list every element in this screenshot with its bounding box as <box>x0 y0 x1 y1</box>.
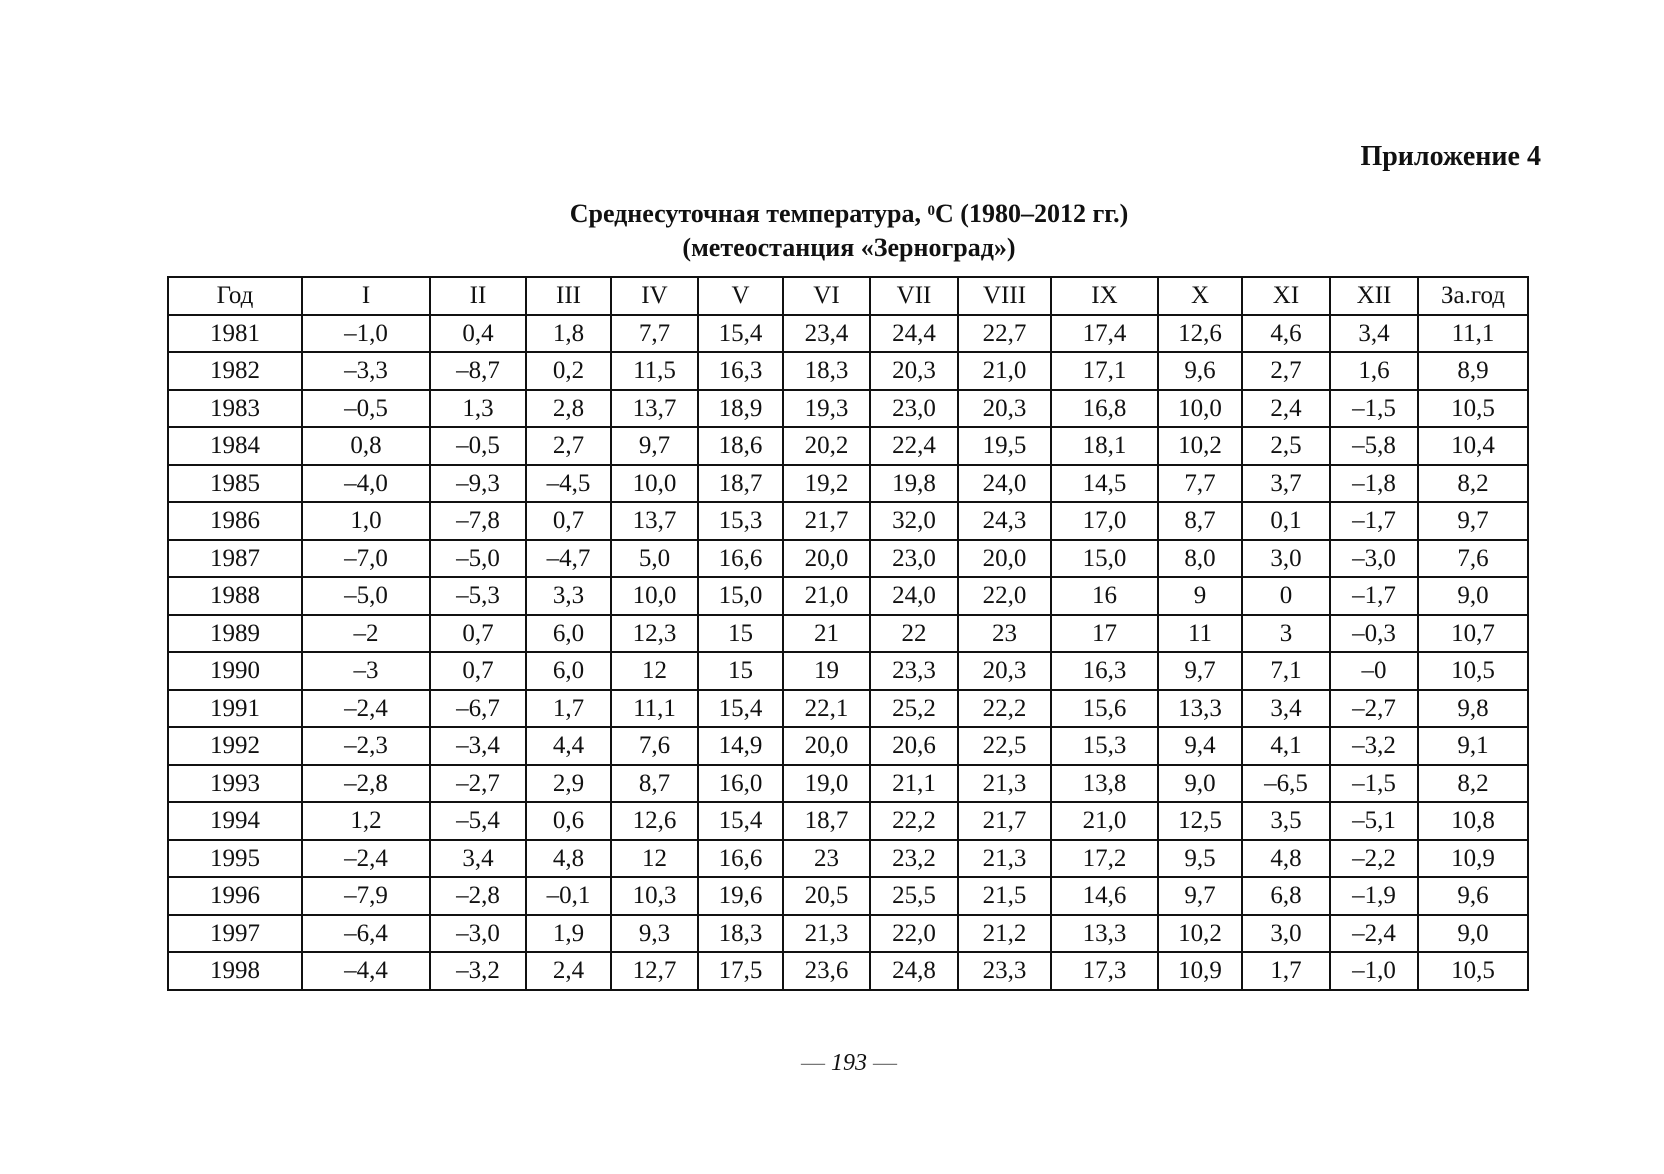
temperature-cell: 9,7 <box>611 427 698 465</box>
temperature-cell: 19,0 <box>783 765 870 803</box>
temperature-cell: –6,7 <box>430 690 526 728</box>
temperature-cell: –0 <box>1330 652 1418 690</box>
temperature-cell: 23,6 <box>783 952 870 990</box>
temperature-cell: 18,3 <box>783 352 870 390</box>
column-header: VI <box>783 277 870 315</box>
temperature-cell: 16,0 <box>698 765 783 803</box>
temperature-cell: 9 <box>1158 577 1242 615</box>
temperature-cell: 21,0 <box>783 577 870 615</box>
temperature-cell: 11,5 <box>611 352 698 390</box>
temperature-cell: 8,7 <box>1158 502 1242 540</box>
column-header: VIII <box>958 277 1051 315</box>
temperature-cell: 22,5 <box>958 727 1051 765</box>
temperature-cell: 21,0 <box>958 352 1051 390</box>
temperature-cell: 7,7 <box>1158 465 1242 503</box>
temperature-cell: 13,3 <box>1158 690 1242 728</box>
temperature-cell: 19,3 <box>783 390 870 428</box>
temperature-cell: 19 <box>783 652 870 690</box>
temperature-cell: –3,0 <box>430 915 526 953</box>
temperature-cell: 21,3 <box>958 840 1051 878</box>
temperature-cell: 3,0 <box>1242 540 1330 578</box>
temperature-cell: 20,0 <box>783 540 870 578</box>
temperature-cell: –5,8 <box>1330 427 1418 465</box>
page-number-footer <box>0 1050 1664 1077</box>
temperature-cell: 1,6 <box>1330 352 1418 390</box>
temperature-cell: 16,3 <box>1051 652 1158 690</box>
temperature-cell: –7,0 <box>302 540 430 578</box>
temperature-cell: 24,8 <box>870 952 958 990</box>
temperature-cell: –2,2 <box>1330 840 1418 878</box>
temperature-cell: 22,7 <box>958 315 1051 353</box>
temperature-cell: 22,4 <box>870 427 958 465</box>
temperature-cell: 12,7 <box>611 952 698 990</box>
temperature-cell: 9,7 <box>1418 502 1528 540</box>
temperature-cell: –3,3 <box>302 352 430 390</box>
header-row <box>168 277 1528 315</box>
temperature-cell: 9,8 <box>1418 690 1528 728</box>
temperature-cell: 2,4 <box>526 952 611 990</box>
temperature-cell: 7,1 <box>1242 652 1330 690</box>
temperature-cell: –1,7 <box>1330 502 1418 540</box>
temperature-cell: 12,6 <box>611 802 698 840</box>
temperature-cell: 10,9 <box>1418 840 1528 878</box>
temperature-cell: 20,3 <box>958 390 1051 428</box>
temperature-cell: 24,3 <box>958 502 1051 540</box>
temperature-cell: –2,4 <box>302 840 430 878</box>
column-header: За.год <box>1418 277 1528 315</box>
table-row <box>168 652 1528 690</box>
table-row <box>168 502 1528 540</box>
column-header: II <box>430 277 526 315</box>
temperature-cell: 2,9 <box>526 765 611 803</box>
temperature-cell: 3,4 <box>430 840 526 878</box>
temperature-cell: 20,2 <box>783 427 870 465</box>
temperature-cell: 21,1 <box>870 765 958 803</box>
temperature-cell: 9,5 <box>1158 840 1242 878</box>
temperature-cell: 19,5 <box>958 427 1051 465</box>
temperature-cell: –3,0 <box>1330 540 1418 578</box>
temperature-cell: –1,8 <box>1330 465 1418 503</box>
temperature-cell: –1,5 <box>1330 765 1418 803</box>
temperature-cell: 3,4 <box>1242 690 1330 728</box>
temperature-cell: –7,9 <box>302 877 430 915</box>
temperature-cell: –5,0 <box>302 577 430 615</box>
temperature-cell: 15,4 <box>698 690 783 728</box>
temperature-cell: 19,8 <box>870 465 958 503</box>
temperature-cell: 13,7 <box>611 390 698 428</box>
table-row <box>168 802 1528 840</box>
temperature-cell: 15,4 <box>698 315 783 353</box>
temperature-cell: –3,2 <box>430 952 526 990</box>
page-number-dash-right: — <box>873 1050 897 1076</box>
temperature-cell: –8,7 <box>430 352 526 390</box>
temperature-cell: 0,8 <box>302 427 430 465</box>
temperature-cell: 8,9 <box>1418 352 1528 390</box>
temperature-cell: 22,2 <box>958 690 1051 728</box>
temperature-cell: –5,3 <box>430 577 526 615</box>
table-row <box>168 615 1528 653</box>
temperature-cell: 9,0 <box>1158 765 1242 803</box>
temperature-cell: 25,2 <box>870 690 958 728</box>
temperature-cell: 10,7 <box>1418 615 1528 653</box>
temperature-cell: 12,6 <box>1158 315 1242 353</box>
appendix-label: Приложение 4 <box>1360 141 1541 172</box>
temperature-cell: 0,7 <box>526 502 611 540</box>
temperature-cell: 15 <box>698 652 783 690</box>
temperature-cell: 14,9 <box>698 727 783 765</box>
temperature-cell: 1,7 <box>526 690 611 728</box>
temperature-cell: 1,9 <box>526 915 611 953</box>
temperature-cell: 21 <box>783 615 870 653</box>
temperature-cell: 15 <box>698 615 783 653</box>
temperature-cell: 21,0 <box>1051 802 1158 840</box>
temperature-cell: 9,7 <box>1158 652 1242 690</box>
temperature-cell: –1,0 <box>302 315 430 353</box>
temperature-cell: 15,4 <box>698 802 783 840</box>
temperature-cell: 3,0 <box>1242 915 1330 953</box>
temperature-cell: 15,0 <box>1051 540 1158 578</box>
temperature-cell: 9,6 <box>1158 352 1242 390</box>
temperature-cell: 4,8 <box>1242 840 1330 878</box>
table-row <box>168 465 1528 503</box>
temperature-cell: 10,3 <box>611 877 698 915</box>
temperature-cell: 10,0 <box>611 577 698 615</box>
temperature-cell: 23,3 <box>870 652 958 690</box>
year-cell: 1990 <box>168 652 302 690</box>
temperature-cell: 3 <box>1242 615 1330 653</box>
temperature-cell: –0,5 <box>302 390 430 428</box>
temperature-cell: 10,4 <box>1418 427 1528 465</box>
year-cell: 1987 <box>168 540 302 578</box>
temperature-cell: –5,0 <box>430 540 526 578</box>
temperature-cell: 0,7 <box>430 652 526 690</box>
degree-superscript: 0 <box>927 203 936 219</box>
temperature-cell: 22,2 <box>870 802 958 840</box>
year-cell: 1994 <box>168 802 302 840</box>
temperature-cell: 1,8 <box>526 315 611 353</box>
table-row <box>168 352 1528 390</box>
temperature-cell: 3,3 <box>526 577 611 615</box>
temperature-cell: 18,3 <box>698 915 783 953</box>
temperature-cell: 1,0 <box>302 502 430 540</box>
temperature-cell: 9,3 <box>611 915 698 953</box>
temperature-cell: 4,6 <box>1242 315 1330 353</box>
temperature-cell: 10,0 <box>1158 390 1242 428</box>
temperature-cell: 13,8 <box>1051 765 1158 803</box>
temperature-cell: 3,5 <box>1242 802 1330 840</box>
temperature-cell: 21,3 <box>783 915 870 953</box>
column-header: XI <box>1242 277 1330 315</box>
temperature-cell: –4,0 <box>302 465 430 503</box>
temperature-cell: 4,4 <box>526 727 611 765</box>
temperature-cell: –2,8 <box>302 765 430 803</box>
temperature-cell: 13,3 <box>1051 915 1158 953</box>
temperature-cell: 11 <box>1158 615 1242 653</box>
temperature-cell: 15,3 <box>1051 727 1158 765</box>
table-row <box>168 390 1528 428</box>
temperature-cell: 6,8 <box>1242 877 1330 915</box>
temperature-cell: 12 <box>611 840 698 878</box>
temperature-cell: 20,0 <box>783 727 870 765</box>
temperature-cell: 18,1 <box>1051 427 1158 465</box>
year-cell: 1982 <box>168 352 302 390</box>
temperature-cell: 2,4 <box>1242 390 1330 428</box>
temperature-cell: 10,2 <box>1158 915 1242 953</box>
year-cell: 1992 <box>168 727 302 765</box>
table-title-line-1 <box>0 198 1664 230</box>
temperature-cell: 20,5 <box>783 877 870 915</box>
temperature-cell: 23 <box>958 615 1051 653</box>
temperature-cell: 10,9 <box>1158 952 1242 990</box>
column-header: VII <box>870 277 958 315</box>
temperature-cell: 9,0 <box>1418 915 1528 953</box>
temperature-cell: 9,7 <box>1158 877 1242 915</box>
temperature-cell: 32,0 <box>870 502 958 540</box>
temperature-cell: 10,0 <box>611 465 698 503</box>
year-cell: 1996 <box>168 877 302 915</box>
table-row <box>168 427 1528 465</box>
temperature-cell: –2,3 <box>302 727 430 765</box>
temperature-cell: 1,3 <box>430 390 526 428</box>
temperature-cell: –2,7 <box>1330 690 1418 728</box>
temperature-cell: 6,0 <box>526 652 611 690</box>
temperature-cell: –4,4 <box>302 952 430 990</box>
year-cell: 1984 <box>168 427 302 465</box>
temperature-cell: 2,5 <box>1242 427 1330 465</box>
table-row <box>168 577 1528 615</box>
temperature-cell: 2,8 <box>526 390 611 428</box>
table-row <box>168 315 1528 353</box>
column-header: IV <box>611 277 698 315</box>
year-cell: 1986 <box>168 502 302 540</box>
temperature-cell: 15,0 <box>698 577 783 615</box>
table-row <box>168 952 1528 990</box>
temperature-cell: 0,7 <box>430 615 526 653</box>
temperature-cell: 9,1 <box>1418 727 1528 765</box>
year-cell: 1991 <box>168 690 302 728</box>
table-title-line-2: (метеостанция «Зерноград») <box>682 233 1016 262</box>
temperature-cell: 3,4 <box>1330 315 1418 353</box>
temperature-cell: –9,3 <box>430 465 526 503</box>
temperature-cell: –2,7 <box>430 765 526 803</box>
temperature-cell: 16,3 <box>698 352 783 390</box>
temperature-cell: –4,5 <box>526 465 611 503</box>
table-body <box>168 315 1528 990</box>
temperature-cell: 10,2 <box>1158 427 1242 465</box>
temperature-cell: 15,3 <box>698 502 783 540</box>
temperature-cell: 12 <box>611 652 698 690</box>
column-header: III <box>526 277 611 315</box>
temperature-cell: –2 <box>302 615 430 653</box>
column-header: I <box>302 277 430 315</box>
year-cell: 1983 <box>168 390 302 428</box>
year-cell: 1989 <box>168 615 302 653</box>
temperature-cell: –3 <box>302 652 430 690</box>
temperature-cell: 15,6 <box>1051 690 1158 728</box>
title-suffix: С (1980–2012 гг.) <box>935 199 1129 228</box>
temperature-cell: 10,5 <box>1418 952 1528 990</box>
temperature-cell: –3,4 <box>430 727 526 765</box>
temperature-cell: –3,2 <box>1330 727 1418 765</box>
temperature-cell: 22 <box>870 615 958 653</box>
temperature-cell: –2,4 <box>302 690 430 728</box>
temperature-cell: 22,0 <box>958 577 1051 615</box>
temperature-cell: –1,5 <box>1330 390 1418 428</box>
temperature-cell: 1,2 <box>302 802 430 840</box>
temperature-cell: 23 <box>783 840 870 878</box>
temperature-cell: 16 <box>1051 577 1158 615</box>
temperature-cell: 0,1 <box>1242 502 1330 540</box>
temperature-cell: 8,7 <box>611 765 698 803</box>
temperature-cell: 23,2 <box>870 840 958 878</box>
temperature-cell: 25,5 <box>870 877 958 915</box>
temperature-cell: 13,7 <box>611 502 698 540</box>
temperature-cell: 9,4 <box>1158 727 1242 765</box>
temperature-cell: 21,7 <box>783 502 870 540</box>
column-header: Год <box>168 277 302 315</box>
temperature-cell: 11,1 <box>611 690 698 728</box>
year-cell: 1997 <box>168 915 302 953</box>
temperature-cell: 17,1 <box>1051 352 1158 390</box>
temperature-cell: 20,0 <box>958 540 1051 578</box>
temperature-cell: 8,2 <box>1418 765 1528 803</box>
temperature-cell: –6,5 <box>1242 765 1330 803</box>
temperature-cell: 0,6 <box>526 802 611 840</box>
temperature-cell: 0,2 <box>526 352 611 390</box>
year-cell: 1981 <box>168 315 302 353</box>
temperature-cell: 2,7 <box>526 427 611 465</box>
temperature-cell: 3,7 <box>1242 465 1330 503</box>
temperature-cell: 19,2 <box>783 465 870 503</box>
temperature-cell: –2,4 <box>1330 915 1418 953</box>
table-row <box>168 727 1528 765</box>
temperature-cell: 20,6 <box>870 727 958 765</box>
temperature-cell: 18,7 <box>783 802 870 840</box>
temperature-cell: 17,0 <box>1051 502 1158 540</box>
temperature-cell: 22,1 <box>783 690 870 728</box>
year-cell: 1993 <box>168 765 302 803</box>
temperature-cell: 17,2 <box>1051 840 1158 878</box>
table-header <box>168 277 1528 315</box>
temperature-cell: 19,6 <box>698 877 783 915</box>
table-row <box>168 765 1528 803</box>
column-header: V <box>698 277 783 315</box>
temperature-cell: 24,0 <box>870 577 958 615</box>
temperature-cell: 17,5 <box>698 952 783 990</box>
temperature-cell: 0,4 <box>430 315 526 353</box>
temperature-cell: 4,1 <box>1242 727 1330 765</box>
temperature-cell: 7,6 <box>611 727 698 765</box>
temperature-cell: 21,3 <box>958 765 1051 803</box>
temperature-cell: –5,4 <box>430 802 526 840</box>
temperature-cell: 9,0 <box>1418 577 1528 615</box>
temperature-cell: 20,3 <box>958 652 1051 690</box>
temperature-cell: 16,6 <box>698 840 783 878</box>
page-number: 193 <box>831 1050 867 1076</box>
temperature-cell: 12,5 <box>1158 802 1242 840</box>
temperature-cell: 20,3 <box>870 352 958 390</box>
temperature-cell: 21,2 <box>958 915 1051 953</box>
table-row <box>168 690 1528 728</box>
temperature-cell: 6,0 <box>526 615 611 653</box>
temperature-cell: 7,7 <box>611 315 698 353</box>
temperature-cell: –7,8 <box>430 502 526 540</box>
temperature-cell: –1,9 <box>1330 877 1418 915</box>
temperature-cell: 21,5 <box>958 877 1051 915</box>
temperature-cell: –5,1 <box>1330 802 1418 840</box>
year-cell: 1998 <box>168 952 302 990</box>
column-header: IX <box>1051 277 1158 315</box>
temperature-cell: 24,4 <box>870 315 958 353</box>
page-number-dash-left: — <box>801 1050 825 1076</box>
temperature-cell: 14,6 <box>1051 877 1158 915</box>
temperature-cell: 18,6 <box>698 427 783 465</box>
temperature-cell: 22,0 <box>870 915 958 953</box>
temperature-cell: –1,7 <box>1330 577 1418 615</box>
temperature-cell: 17,3 <box>1051 952 1158 990</box>
temperature-cell: 23,4 <box>783 315 870 353</box>
temperature-cell: 4,8 <box>526 840 611 878</box>
temperature-cell: –0,3 <box>1330 615 1418 653</box>
temperature-cell: 1,7 <box>1242 952 1330 990</box>
temperature-cell: 0 <box>1242 577 1330 615</box>
year-cell: 1988 <box>168 577 302 615</box>
temperature-cell: 5,0 <box>611 540 698 578</box>
temperature-cell: 9,6 <box>1418 877 1528 915</box>
temperature-cell: 16,8 <box>1051 390 1158 428</box>
temperature-cell: 16,6 <box>698 540 783 578</box>
temperature-cell: –1,0 <box>1330 952 1418 990</box>
temperature-cell: 23,3 <box>958 952 1051 990</box>
temperature-cell: 17,4 <box>1051 315 1158 353</box>
temperature-cell: 10,5 <box>1418 652 1528 690</box>
temperature-cell: 18,9 <box>698 390 783 428</box>
temperature-cell: –6,4 <box>302 915 430 953</box>
title-prefix: Среднесуточная температура, <box>569 199 928 228</box>
column-header: X <box>1158 277 1242 315</box>
temperature-cell: 23,0 <box>870 540 958 578</box>
temperature-cell: 23,0 <box>870 390 958 428</box>
temperature-cell: 24,0 <box>958 465 1051 503</box>
temperature-cell: 17 <box>1051 615 1158 653</box>
year-cell: 1985 <box>168 465 302 503</box>
temperature-cell: 8,0 <box>1158 540 1242 578</box>
temperature-table <box>167 276 1529 991</box>
temperature-cell: 14,5 <box>1051 465 1158 503</box>
temperature-cell: 11,1 <box>1418 315 1528 353</box>
column-header: XII <box>1330 277 1418 315</box>
temperature-cell: 10,8 <box>1418 802 1528 840</box>
year-cell: 1995 <box>168 840 302 878</box>
temperature-cell: 2,7 <box>1242 352 1330 390</box>
temperature-cell: –0,1 <box>526 877 611 915</box>
temperature-cell: 18,7 <box>698 465 783 503</box>
temperature-cell: –2,8 <box>430 877 526 915</box>
temperature-cell: 21,7 <box>958 802 1051 840</box>
table-row <box>168 540 1528 578</box>
table-row <box>168 915 1528 953</box>
temperature-cell: 8,2 <box>1418 465 1528 503</box>
table-row <box>168 877 1528 915</box>
temperature-cell: –0,5 <box>430 427 526 465</box>
table-row <box>168 840 1528 878</box>
temperature-cell: –4,7 <box>526 540 611 578</box>
temperature-cell: 12,3 <box>611 615 698 653</box>
temperature-cell: 10,5 <box>1418 390 1528 428</box>
temperature-cell: 7,6 <box>1418 540 1528 578</box>
